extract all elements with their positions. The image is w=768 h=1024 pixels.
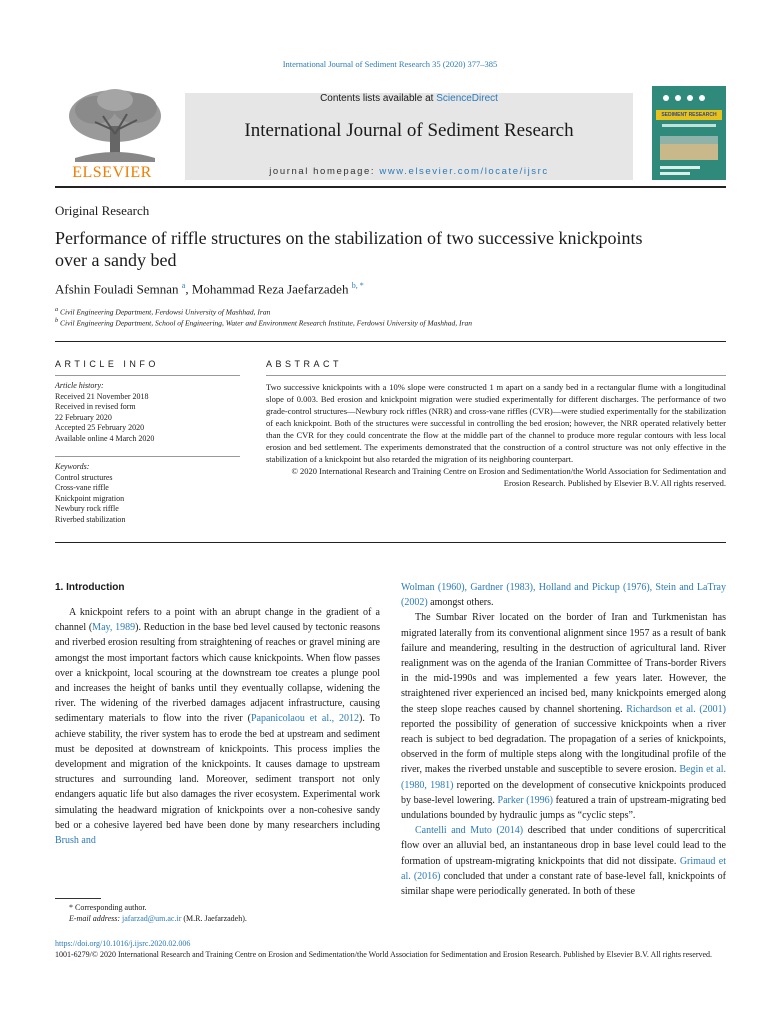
intro-paragraph-3 xyxy=(401,823,726,899)
author-1: Afshin Fouladi Semnan xyxy=(55,281,179,297)
corresponding-author: * Corresponding author. xyxy=(69,903,147,912)
issn-copyright: 1001-6279/© 2020 International Research and Training Centre on Erosion and Sedimentation/the World Association for Sedimentation and Erosion Research. Published by Elsevier B.V. All rights reserved. xyxy=(55,950,713,959)
article-title: Performance of riffle structures on the stabilization of two successive knickpoints over a sandy bed xyxy=(55,228,643,270)
author-separator: , xyxy=(185,281,192,297)
citation-link[interactable]: Brush and xyxy=(55,835,96,847)
text-run: reported the possibility of generation of successive knickpoints when a river reach is subject to bed degradation. The propagation of a series of knickpoints, observed in the form of multiple steps along with the longitudinal profile of the river, makes the riverbed unstable and susceptible to severe erosion. xyxy=(401,718,726,776)
cover-title: SEDIMENT RESEARCH xyxy=(661,112,717,118)
text-run: featured a train of upstream-migrating bed undulations bounded by hydraulic jumps as “cyclic steps”. xyxy=(401,794,726,822)
article-info-rule xyxy=(55,375,240,376)
affiliation-a xyxy=(55,306,270,317)
abstract-heading: ABSTRACT xyxy=(266,359,343,369)
citation-link[interactable]: Begin et al. (1980, 1981) xyxy=(401,764,726,791)
journal-homepage xyxy=(185,166,633,177)
journal-title: International Journal of Sediment Research xyxy=(244,120,574,141)
intro-paragraph-1 xyxy=(55,605,380,848)
footnote-rule xyxy=(55,898,101,899)
keyword: Newbury rock riffle xyxy=(55,504,119,513)
abstract-copyright: © 2020 International Research and Training Centre on Erosion and Sedimentation/the World Association for Sedimentation and Erosion Research. Published by Elsevier B.V. All rights reserved. xyxy=(291,466,726,488)
keywords xyxy=(55,462,240,525)
abstract-rule xyxy=(266,375,726,376)
affiliation-a-marker: a xyxy=(55,306,59,313)
citation-link[interactable]: Richardson et al. (2001) xyxy=(626,703,726,715)
affiliation-b-marker: b xyxy=(55,317,59,324)
article-head-rule xyxy=(55,341,726,342)
text-run: described that under conditions of supercritical flow over an alluvial bed, an instantaneous drop in base level could lead to the formation of upstream-migrating knickpoints that did not dissipate. xyxy=(401,825,726,867)
history-label: Article history: xyxy=(55,381,104,390)
affiliation-b-text: Civil Engineering Department, School of Engineering, Water and Environment Research Institute, Ferdowsi University of Mashhad, Iran xyxy=(60,318,472,328)
text-run: concluded that under a constant rate of base-level fall, knickpoints of similar shape were periodically generated. In both of these xyxy=(401,870,726,898)
footnote xyxy=(55,902,247,924)
keywords-label: Keywords: xyxy=(55,462,90,471)
citation-link[interactable]: Wolman (1960), Gardner (1983), Holland and Pickup (1976), Stein and LaTray (2002) xyxy=(401,582,726,609)
email-link[interactable]: jafarzad@um.ac.ir xyxy=(122,914,182,923)
affiliation-b xyxy=(55,317,472,328)
citation-link[interactable]: May, 1989 xyxy=(92,622,136,634)
sciencedirect-link[interactable]: ScienceDirect xyxy=(436,93,498,104)
email-suffix: (M.R. Jaefarzadeh). xyxy=(181,914,247,923)
intro-paragraph-2 xyxy=(401,610,726,823)
author-2: Mohammad Reza Jaefarzadeh xyxy=(191,281,349,297)
body-column-left xyxy=(55,605,380,848)
affiliation-a-text: Civil Engineering Department, Ferdowsi University of Mashhad, Iran xyxy=(60,307,271,317)
contents-line xyxy=(185,93,633,104)
abstract-end-rule xyxy=(55,542,726,543)
keyword: Knickpoint migration xyxy=(55,493,125,503)
contents-prefix: Contents lists available at xyxy=(320,93,437,104)
history-item: 22 February 2020 xyxy=(55,412,112,422)
header-rule xyxy=(55,186,726,188)
text-run: The Sumbar River located on the border of Iran and Turkmenistan has migrated laterally from its conventional alignment since 1957 as a result of bank failure and meandering, resulting in the destruction of agricultural land. River realignment was on the agenda of the Iranian Committee of Trans-border Rivers in the mid-1990s and was implemented a few years later. However, the straightened river experienced an incised bed, many knickpoints emerged along the steep slope reaches caused by channel shortening. xyxy=(401,612,726,715)
keyword: Cross-vane riffle xyxy=(55,483,109,492)
email-label: E-mail address: xyxy=(69,914,123,923)
homepage-link[interactable]: www.elsevier.com/locate/ijsrc xyxy=(379,166,549,177)
cover-art-icon xyxy=(652,86,726,180)
email-line xyxy=(55,913,247,924)
text-run: ). Reduction in the base bed level caused by tectonic reasons and riverbed erosion resulting from straightening of reaches or gravel mining are amongst the most important factors which cause knickpoints. When flow passes over a knickpoint, local scouring at the downstream toe creates a plunge pool and increases the height of banks until they eventually collapse, widening the river. The widening of the riverbed damages adjacent infrastructure, causing sedimentary materials to flow into the river ( xyxy=(55,622,380,725)
history-item: Received 21 November 2018 xyxy=(55,391,149,401)
citation-link[interactable]: Grimaud et al. (2016) xyxy=(401,855,727,882)
author-2-affiliation-link[interactable]: b, * xyxy=(351,281,364,290)
page-footer xyxy=(55,938,726,960)
history-item: Received in revised form xyxy=(55,402,136,411)
history-item: Available online 4 March 2020 xyxy=(55,433,155,443)
text-run: reported on the development of consecutive knickpoints produced by base-level lowering. xyxy=(401,779,726,806)
citation-link[interactable]: Papanicolaou et al., 2012 xyxy=(250,713,360,725)
homepage-prefix: journal homepage: xyxy=(269,166,380,177)
doi-link[interactable]: https://doi.org/10.1016/j.ijsrc.2020.02.006 xyxy=(55,939,191,948)
section-heading-introduction: 1. Introduction xyxy=(55,582,125,593)
keyword: Riverbed stabilization xyxy=(55,514,126,524)
article-history xyxy=(55,381,240,444)
text-run: amongst others. xyxy=(427,597,494,609)
article-info-heading: ARTICLE INFO xyxy=(55,359,159,369)
author-1-affiliation-link[interactable]: a xyxy=(181,281,186,290)
citation-link[interactable]: Parker (1996) xyxy=(497,794,553,806)
abstract-body xyxy=(266,381,726,489)
text-run: ). To achieve stability, the river system has to erode the bed at upstream and sediment must be deposited at downstream of knickpoints. This process implies the development and migration of the knickpoints. It causes damage to upstream structures and surrounding land. Moreover, sediment transport not only endangers aquatic life but also damages the river ecosystem. Experimental work simulating the headward migration of knickpoints over a non-cohesive sandy bed or a cohesive layered bed have been done by many researchers including xyxy=(55,713,380,831)
history-item: Accepted 25 February 2020 xyxy=(55,423,145,432)
body-column-right xyxy=(401,580,726,899)
keywords-rule xyxy=(55,456,240,457)
abstract-text: Two successive knickpoints with a 10% slope were constructed 1 m apart on a sandy bed in a rectangular flume with a longitudinal slope of 0.003. Bed erosion and knickpoint migration were studied experimentally for different discharges. The performance of two grade-control structures—Newbury rock riffles (NRR) and cross-vane riffles (CVR)—were studied experimentally for the stabilization of each knickpoint. Both of the structures were successful in controlling the bed erosion; however, the NRR operated relatively better than the CVR for they could concentrate the flow at the middle part of the channel to produce more regular contours with less local erosion and bed settlement. The experiments demonstrated that the construction of a control structure was not only effective in the stabilization of a knickpoint but also retarded the migration of its neighboring counterpart. xyxy=(266,382,726,464)
elsevier-wordmark[interactable]: ELSEVIER xyxy=(72,164,152,181)
journal-cover-image[interactable] xyxy=(652,86,726,180)
keyword: Control structures xyxy=(55,472,113,482)
citation-link[interactable]: Cantelli and Muto (2014) xyxy=(415,825,524,837)
article-type: Original Research xyxy=(55,203,150,218)
paragraph-continuation xyxy=(401,580,726,610)
author-list xyxy=(55,281,364,297)
journal-citation[interactable]: International Journal of Sediment Research 35 (2020) 377–385 xyxy=(282,59,498,69)
text-run: A knickpoint refers to a point with an abrupt change in the gradient of a channel ( xyxy=(55,607,380,634)
